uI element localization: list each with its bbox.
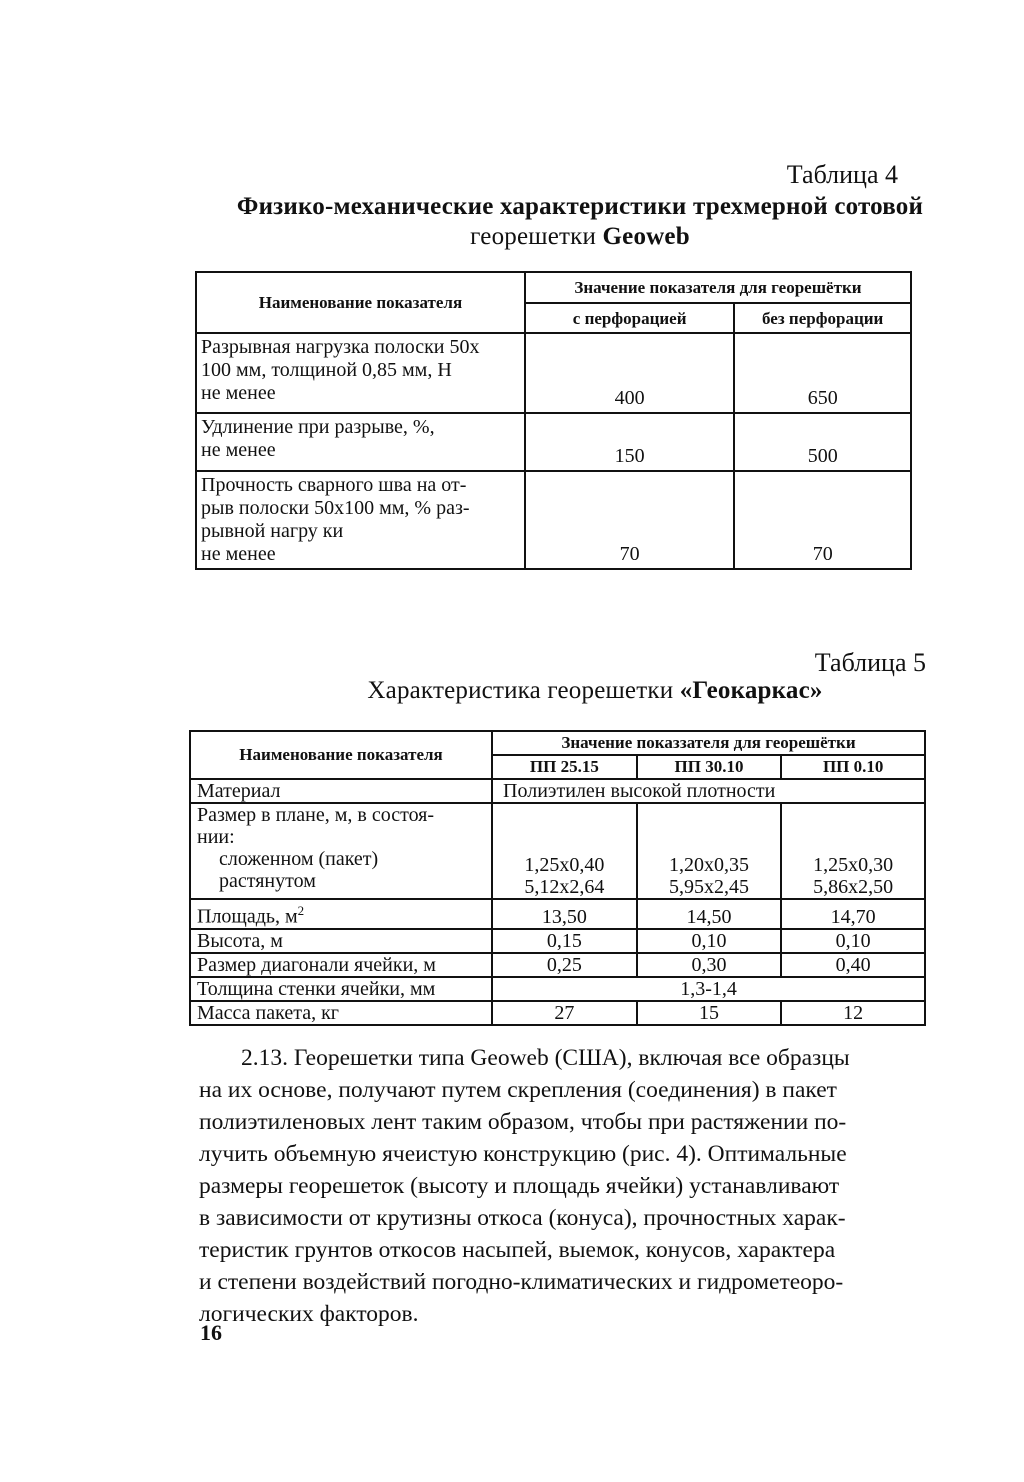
table-row (190, 1001, 925, 1025)
table-row (190, 803, 925, 899)
table5-col-1: ПП 25.15 (492, 755, 637, 779)
table-row (190, 977, 925, 1001)
table5-header-name: Наименование показателя (190, 731, 492, 779)
mass-value-1: 27 (492, 1001, 637, 1025)
folded-value: 1,20х0,35 (669, 854, 749, 876)
table-row (190, 929, 925, 953)
row-name-line: не менее (201, 382, 276, 404)
mass-value-3: 12 (781, 1001, 925, 1025)
diag-label: Размер диагонали ячейки, м (190, 953, 492, 977)
height-label: Высота, м (190, 929, 492, 953)
mass-value-2: 15 (637, 1001, 782, 1025)
diag-value-3: 0,40 (781, 953, 925, 977)
table4-row2-v2: 500 (734, 413, 911, 471)
wall-label: Толщина стенки ячейки, мм (190, 977, 492, 1001)
table4-title-prefix: георешетки (470, 223, 603, 250)
diag-value-1: 0,25 (492, 953, 637, 977)
table4-header-col2: без перфорации (734, 303, 911, 333)
table5-title-prefix: Характеристика георешетки (367, 677, 680, 704)
table4-row2-v1: 150 (525, 413, 734, 471)
area-value-2: 14,50 (637, 899, 782, 929)
table5-label: Таблица 5 (814, 648, 926, 677)
paragraph-line: 2.13. Георешетки типа Geoweb (США), включая все образцы (241, 1045, 850, 1071)
row-name-line: Удлинение при разрыве, %, (201, 416, 435, 438)
stretched-value: 5,95х2,45 (669, 876, 749, 898)
size-label-line: нии: (197, 826, 235, 848)
size-values-col1 (492, 803, 637, 899)
table4-row1-v1: 400 (525, 333, 734, 413)
paragraph-line: логических факторов. (199, 1301, 419, 1327)
area-value-1: 13,50 (492, 899, 637, 929)
table4 (195, 271, 912, 570)
size-label (190, 803, 492, 899)
table5-title-brand: «Геокаркас» (679, 677, 823, 704)
table-row (190, 899, 925, 929)
folded-label: сложенном (пакет) (219, 848, 379, 870)
table4-title-line2 (230, 222, 930, 252)
table5-title (300, 676, 890, 706)
area-value-3: 14,70 (781, 899, 925, 929)
table4-header-name: Наименование показателя (196, 272, 525, 333)
area-label (190, 899, 492, 929)
table4-row3-name (196, 471, 525, 569)
row-name-line: Прочность сварного шва на от- (201, 474, 467, 496)
table4-title-line1: Физико-механические характеристики трехмерной сотовой (236, 193, 924, 220)
body-paragraph (199, 1042, 941, 1330)
height-value-2: 0,10 (637, 929, 782, 953)
table5-col-2: ПП 30.10 (637, 755, 782, 779)
row-name-line: 100 мм, толщиной 0,85 мм, Н (201, 359, 452, 381)
row-name-line: рыв полоски 50х100 мм, % раз- (201, 497, 470, 519)
wall-value: 1,3-1,4 (492, 977, 925, 1001)
table4-title (230, 192, 930, 252)
table4-row1-name (196, 333, 525, 413)
paragraph-line: в зависимости от крутизны откоса (конуса), прочностных харак- (199, 1205, 846, 1231)
stretched-value: 5,12х2,64 (524, 876, 605, 898)
paragraph-line: на их основе, получают путем скрепления (соединения) в пакет (199, 1077, 837, 1103)
material-label: Материал (190, 779, 492, 803)
stretched-label: растянутом (219, 870, 316, 892)
paragraph-line: полиэтиленовых лент таким образом, чтобы при растяжении по- (199, 1109, 847, 1135)
height-value-1: 0,15 (492, 929, 637, 953)
table4-header-group: Значение показателя для георешётки (525, 272, 911, 303)
table-row (196, 333, 911, 413)
row-name-line: не менее (201, 439, 276, 461)
size-label-line: Размер в плане, м, в состоя- (197, 804, 435, 826)
area-label-sup: 2 (297, 903, 305, 918)
paragraph-line: лучить объемную ячеистую конструкцию (рис. 4). Оптимальные (199, 1141, 847, 1167)
table4-title-brand: Geoweb (602, 223, 690, 250)
table4-row3-v2: 70 (734, 471, 911, 569)
table4-header-col1: с перфорацией (525, 303, 734, 333)
row-name-line: Разрывная нагрузка полоски 50х (201, 336, 480, 358)
table-row (196, 471, 911, 569)
mass-label: Масса пакета, кг (190, 1001, 492, 1025)
paragraph-line: размеры георешеток (высоту и площадь ячейки) устанавливают (199, 1173, 840, 1199)
table4-row2-name (196, 413, 525, 471)
table-row (196, 413, 911, 471)
table4-label: Таблица 4 (786, 160, 898, 189)
table5-col-3: ПП 0.10 (781, 755, 925, 779)
table5-header-group: Значение показзателя для георешётки (492, 731, 925, 755)
height-value-3: 0,10 (781, 929, 925, 953)
size-values-col2 (637, 803, 782, 899)
table5 (189, 730, 926, 1026)
row-name-line: не менее (201, 543, 276, 565)
row-name-line: рывной нагру ки (201, 520, 344, 542)
paragraph-line: и степени воздействий погодно-климатических и гидрометеоро- (199, 1269, 844, 1295)
table4-row1-v2: 650 (734, 333, 911, 413)
table-row (190, 779, 925, 803)
stretched-value: 5,86х2,50 (813, 876, 894, 898)
page-number: 16 (200, 1320, 222, 1345)
area-label-text: Площадь, м (197, 905, 298, 928)
folded-value: 1,25х0,40 (524, 854, 605, 876)
paragraph-line: теристик грунтов откосов насыпей, выемок, конусов, характера (199, 1237, 836, 1263)
table-row (190, 953, 925, 977)
table4-row3-v1: 70 (525, 471, 734, 569)
size-values-col3 (781, 803, 925, 899)
material-value: Полиэтилен высокой плотности (492, 779, 925, 803)
diag-value-2: 0,30 (637, 953, 782, 977)
folded-value: 1,25х0,30 (813, 854, 894, 876)
